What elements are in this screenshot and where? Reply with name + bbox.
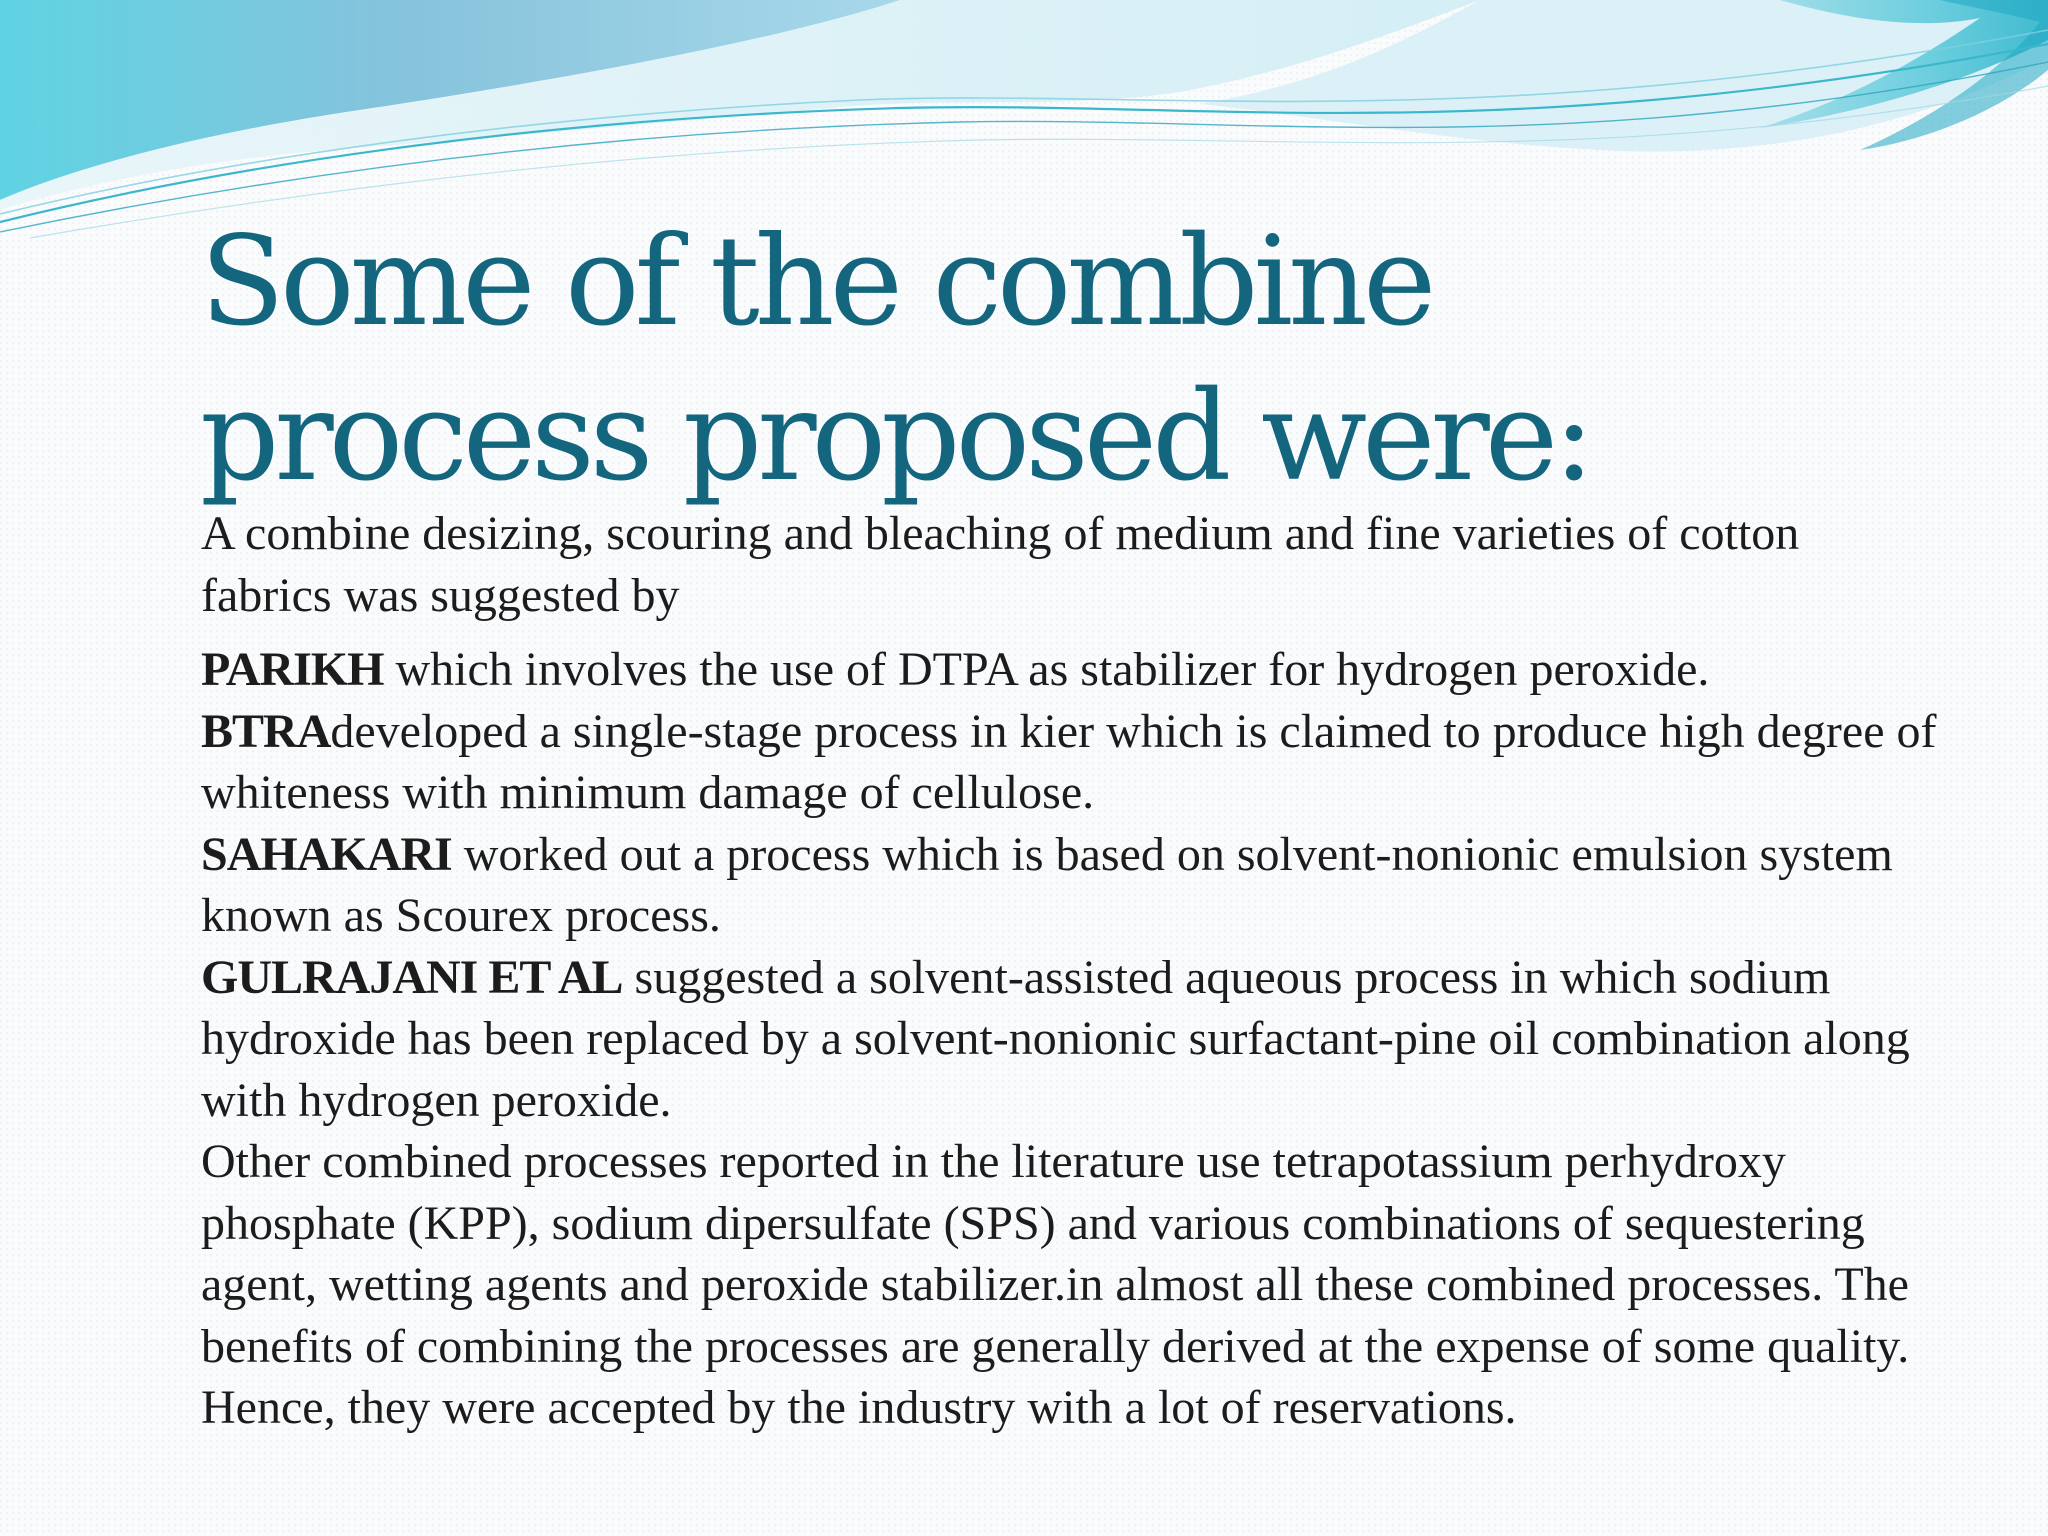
item-name: SAHAKARI <box>201 827 452 881</box>
intro-paragraph: A combine desizing, scouring and bleaching of medium and fine varieties of cotton fabrics was suggested by <box>201 507 1800 622</box>
item-text: developed a single-stage process in kier which is claimed to produce high degree of whiteness with minimum damage of cellulose. <box>201 704 1937 819</box>
slide-body <box>201 503 1941 1439</box>
item-text: suggested a solvent-assisted aqueous process in which sodium hydroxide has been replaced by a solvent-nonionic surfactant-pine oil combination along with hydrogen peroxide. <box>201 950 1910 1127</box>
closing-paragraph: Other combined processes reported in the literature use tetrapotassium perhydroxy phosphate (KPP), sodium dipersulfate (SPS) and various combinations of sequestering agent, wetting agents and peroxide stabilizer.in almost all these combined processes. The benefits of combining the processes are generally derived at the expense of some quality. Hence, they were accepted by the industry with a lot of reservations. <box>201 1135 1910 1434</box>
item-text: which involves the use of DTPA as stabilizer for hydrogen peroxide. <box>383 643 1710 696</box>
item-gulrajani <box>201 947 1941 1132</box>
item-name: PARIKH <box>201 643 384 696</box>
item-parikh <box>201 639 1941 701</box>
item-name: BTRA <box>201 704 331 758</box>
item-sahakari <box>201 824 1941 947</box>
item-text: worked out a process which is based on solvent-nonionic emulsion system known as Scourex process. <box>201 827 1893 942</box>
slide-title: Some of the combine process proposed were: <box>200 210 1590 509</box>
item-name: GULRAJANI ET AL <box>201 950 623 1004</box>
item-btra <box>201 701 1941 824</box>
